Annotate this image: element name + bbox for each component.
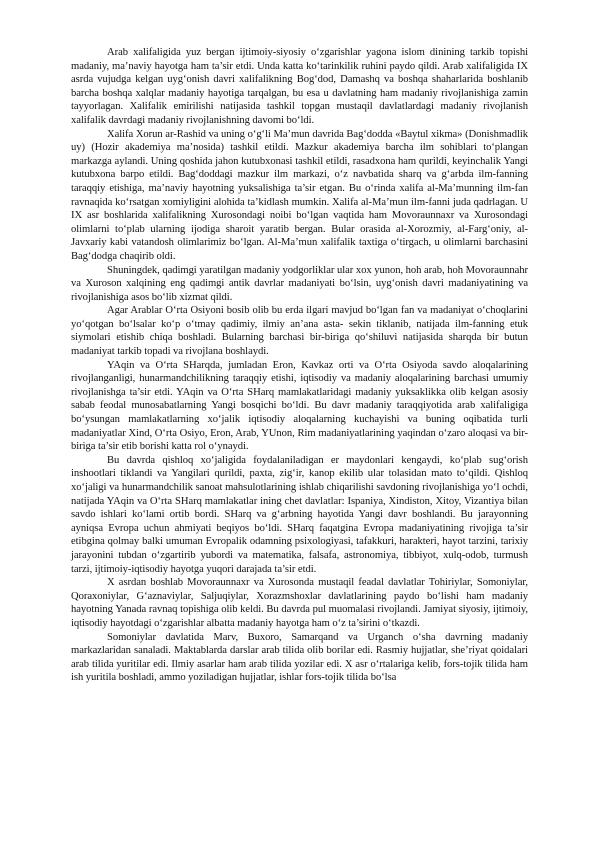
paragraph-2: Xalifa Xorun ar-Rashid va uning o‘g‘li Ma’mun davrida Bag‘dodda «Baytul xikma» (Donishmadlik uy) (Hozir akademiya ma’nosida) tashkil etildi. Mazkur akademiya barcha ilm sohiblari to‘plangan markazga aylandi. Uning qoshida jahon kutubxonasi tashkil etildi, rasadxona ham qurildi, keyinchalik Yangi kutubxona barpo etildi. Bag‘doddagi mazkur ilm markazi, o‘z navbatida sharq va g‘arbda ilm-fanning taraqqiy etishiga, ma’naviy hayotning yuksalishiga ta’sir etgan. Bu o‘rinda xalifa al-Ma’munning ilm-fan ravnaqida ko‘rsatgan xomiyligini alohida ta’kidlash mumkin. Xalifa al-Ma’mun ilm-fanni juda qadrlagan. U IX asr boshlarida xalifalikning Xurosondagi noibi bo‘lgan vaqtida ham Movoraunnaxr va Xurosondagi olimlarni to‘plab ularning ijodiga sharoit yaratib bergan. Bular orasida al-Xorozmiy, al-Farg‘oniy, al-Javxariy kabi vatandosh olimlarimiz bo‘lgan. Al-Ma’mun xalifalik taxtiga o‘tirgach, u olimlarni barchasini Bag‘dodga chaqirib oldi. bbox=[71, 128, 528, 262]
paragraph-4: Agar Arablar O‘rta Osiyoni bosib olib bu erda ilgari mavjud bo‘lgan fan va madaniyat o‘choqlarini yo‘qotgan bo‘lsalar ko‘p o‘tmay qadimiy, ilmiy an’ana asta- sekin tiklanib, natijada ilm-fanning etuk siymolari etishib chiqa boshladi. Bularning barchasi bir-biriga qo‘shiluvi natijasida sharqda bir butun madaniyat tarkib topadi va rivojlana boshlaydi. bbox=[71, 305, 528, 358]
paragraph-1: Arab xalifaligida yuz bergan ijtimoiy-siyosiy o‘zgarishlar yagona islom dinining tarkib topishi madaniy, ma’naviy hayotga ham ta’sir etdi. Unda katta ko‘tarinkilik ruhini paydo qildi. Arab xalifaligida IX asrda vujudga kelgan uyg‘onish davri xalifalikning Bog‘dod, Damashq va boshqa shaharlarida boshlanib barcha boshqa xalqlar madaniy hayotiga tarqalgan, bu esa u davlatning ham madaniy rivojlanishiga zamin tayyorlagan. Xalifalik emirilishi natijasida tashkil topgan mustaqil davlatlardagi madaniy rivojlanish xalifalik davrdagi madaniy rivojlanishning davomi bo‘ldi. bbox=[71, 47, 528, 126]
paragraph-5: YAqin va O‘rta SHarqda, jumladan Eron, Kavkaz orti va O‘rta Osiyoda savdo aloqalarining rivojlanganligi, hunarmandchilikning taraqqiy etishi, iqtisodiy va madaniy aloqalarining barchasi umumiy rivojlanishga ta’sir etdi. YAqin va O‘rta SHarq mamlakatlaridagi madaniy yuksaklikka olib kelgan asosiy sabab feodal munosabatlarning Yangi bosqichi bo‘ldi. Bu davr madaniy taraqqiyotida arab xalifaligiga bo‘ysungan mamlakatlarning xo‘jalik iqtisodiy aloqalarning kuchayishi va buning oqibatida turli madaniyatlar Xind, O‘rta Osiyo, Eron, Arab, YUnon, Rim madaniyatlarining yaqindan o‘zaro aloqasi va bir-biriga ta’sir etib borishi katta rol o‘ynaydi. bbox=[71, 359, 528, 453]
paragraph-3: Shuningdek, qadimgi yaratilgan madaniy yodgorliklar ular xox yunon, hoh arab, hoh Movoraunnahr va Xuroson xalqining eng qadimgi antik davrlar madaniyati bo‘lsin, uyg‘onish davri madaniyatining va rivojlanishiga asos bo‘lib xizmat qildi. bbox=[71, 264, 528, 303]
paragraph-8: Somoniylar davlatida Marv, Buxoro, Samarqand va Urganch o‘sha davrning madaniy markazlaridan sanaladi. Maktablarda darslar arab tilida olib borilar edi. Rasmiy hujjatlar, she’riyat qoidalari arab tilida yuritilar edi. Ilmiy asarlar ham arab tilida yozilar edi. X asr o‘rtalariga kelib, fors-tojik tilida ham ish yuritila boshladi, ammo yoziladigan hujjatlar, ishlar fors-tojik tilida bo‘lsa bbox=[71, 631, 528, 684]
document-page bbox=[71, 46, 528, 685]
paragraph-7: X asrdan boshlab Movoraunnaxr va Xurosonda mustaqil feadal davlatlar Tohiriylar, Somoniylar, Qoraxoniylar, G‘aznaviylar, Saljuqiylar, Xorazmshoxlar davlatlarining paydo bo‘lishi ham madaniy hayotning Yanada ravnaq topishiga olib keldi. Bu davrda pul muomalasi rivojlandi. Jamiyat siyosiy, ijtimoiy, iqtisodiy hayotdagi o‘zgarishlar albatta madaniy hayotga ham o‘z ta’sirini o‘tkazdi. bbox=[71, 577, 528, 629]
paragraph-6: Bu davrda qishloq xo‘jaligida foydalaniladigan er maydonlari kengaydi, ko‘plab sug‘orish inshootlari tiklandi va Yangilari qurildi, paxta, zig‘ir, kanop ekilib ular tolasidan mato to‘qildi. Qishloq xo‘jaligi va hunarmandchilik sanoat mahsulotlarining ishlab chiqarilishi savdoning rivojlanishiga yo‘l ochdi, natijada YAqin va O‘rta SHarq mamlakatlar ining chet davlatlar: Ispaniya, Xindiston, Xitoy, Vizantiya bilan savdo ishlari ko‘lami ortib bordi. SHarq va g‘arbning hayotida Yangi davr boshlandi. Bu jarayonning ayniqsa Evropa uchun ahmiyati beqiyos bo‘ldi. SHarq faqatgina Evropa madaniyatining rivojiga ta’sir etibgina qolmay balki umuman Evropalik odamning psixologiyasi, tafakkuri, harakteri, hayot tarzini, tarixiy jarayonini tubdan o‘zgartirib yubordi va matematika, falsafa, astronomiya, tibbiyot, xulq-odob, turmush tarzi, ijtimoiy-iqtisodiy hayotga yuqori darajada ta’sir etdi. bbox=[71, 454, 528, 575]
